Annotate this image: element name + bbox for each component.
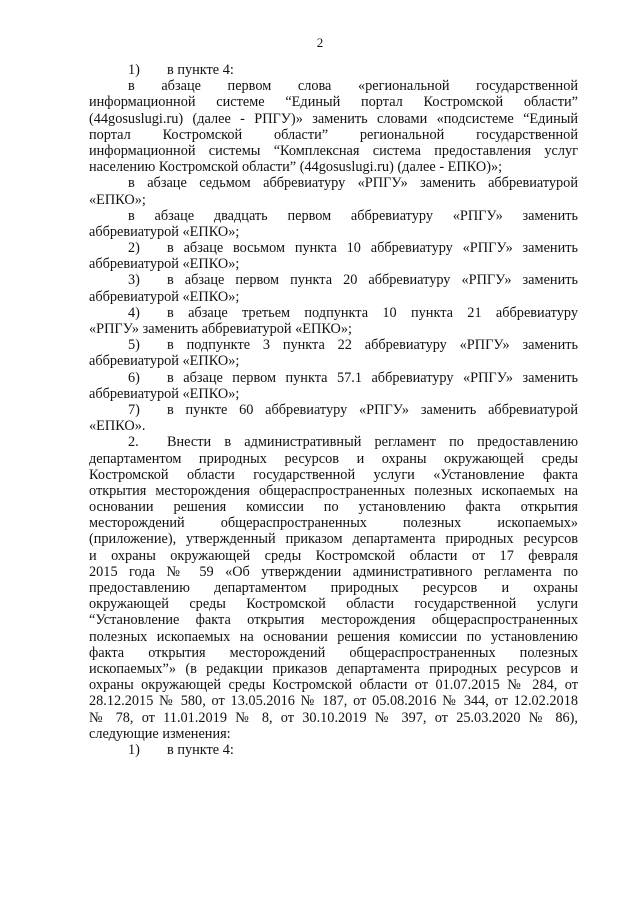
list-number: 4): [128, 304, 140, 321]
text-line: [89, 353, 578, 369]
text-line: [89, 402, 578, 418]
line-text: в абзаце седьмом аббревиатуру «РПГУ» заменить аббревиатурой: [128, 175, 578, 192]
text-line: [89, 564, 578, 580]
line-text: 28.12.2015 № 580, от 13.05.2016 № 187, от 05.08.2016 № 344, от 12.02.2018: [89, 693, 578, 710]
text-line: [89, 596, 578, 612]
text-line: [89, 386, 578, 402]
text-line: [89, 467, 578, 483]
text-line: [89, 742, 578, 758]
line-text: в абзаце первом пункта 57.1 аббревиатуру «РПГУ» заменить: [167, 369, 578, 386]
line-text: портал Костромской области” региональной государственной: [89, 126, 578, 143]
text-line: [89, 612, 578, 628]
line-text: в абзаце третьем подпункта 10 пункта 21 аббревиатуру: [167, 304, 578, 321]
line-text: аббревиатурой «ЕПКО»;: [89, 353, 240, 370]
line-text: в пункте 4:: [167, 741, 234, 758]
text-line: [89, 94, 578, 110]
text-line: [89, 321, 578, 337]
line-text: «ЕПКО».: [89, 418, 146, 435]
line-text: в абзаце восьмом пункта 10 аббревиатуру «РПГУ» заменить: [167, 240, 578, 257]
line-text: 2015 года № 59 «Об утверждении административного регламента по: [89, 563, 578, 580]
line-text: аббревиатурой «ЕПКО»;: [89, 223, 240, 240]
list-number: 2.: [128, 434, 139, 451]
text-line: [89, 515, 578, 531]
text-line: [89, 111, 578, 127]
list-number: 7): [128, 401, 140, 418]
page-number: 2: [316, 35, 324, 50]
list-number: 1): [128, 741, 140, 758]
text-line: [89, 418, 578, 434]
text-line: [89, 175, 578, 191]
line-text: в пункте 4:: [167, 62, 234, 78]
text-line: [89, 531, 578, 547]
text-line: [89, 305, 578, 321]
text-line: [89, 434, 578, 450]
list-number: 6): [128, 369, 140, 386]
line-text: «РПГУ» заменить аббревиатурой «ЕПКО»;: [89, 321, 352, 337]
line-text: ископаемых”» (в редакции приказов департамента природных ресурсов и: [89, 660, 578, 677]
text-line: [89, 256, 578, 272]
list-number: 1): [128, 62, 140, 78]
line-text: аббревиатурой «ЕПКО»;: [89, 385, 240, 402]
text-line: [89, 143, 578, 159]
line-text: месторождений общераспространенных полезных ископаемых»: [89, 515, 578, 532]
text-line: [89, 710, 578, 726]
text-line: [89, 548, 578, 564]
text-line: [89, 483, 578, 499]
line-text: № 78, от 11.01.2019 № 8, от 30.10.2019 № 397, от 25.03.2020 № 86),: [89, 709, 578, 726]
document-body: [89, 62, 578, 758]
line-text: и охраны окружающей среды Костромской области от 17 февраля: [89, 547, 578, 564]
line-text: следующие изменения:: [89, 725, 231, 742]
text-line: [89, 62, 578, 78]
line-text: в абзаце двадцать первом аббревиатуру «РПГУ» заменить: [128, 207, 578, 224]
line-text: в пункте 60 аббревиатуру «РПГУ» заменить аббревиатурой: [167, 401, 578, 418]
line-text: информационной системы “Комплексная система предоставления услуг: [89, 142, 578, 159]
text-line: [89, 337, 578, 353]
line-text: Внести в административный регламент по предоставлению: [167, 434, 578, 451]
text-line: [89, 240, 578, 256]
line-text: Костромской области государственной услуги «Установление факта: [89, 466, 578, 483]
text-line: [89, 159, 578, 175]
line-text: основании решения комиссии по установлению факта открытия: [89, 499, 578, 516]
list-number: 3): [128, 272, 140, 289]
line-text: “Установление факта открытия месторождения общераспространенных: [89, 612, 578, 629]
text-line: [89, 272, 578, 288]
text-line: [89, 580, 578, 596]
line-text: полезных ископаемых на основании решения комиссии по установлению: [89, 628, 578, 645]
text-line: [89, 677, 578, 693]
line-text: факта открытия месторождений общераспространенных полезных: [89, 644, 578, 661]
text-line: [89, 693, 578, 709]
text-line: [89, 726, 578, 742]
line-text: департаментом природных ресурсов и охраны окружающей среды: [89, 450, 578, 467]
text-line: [89, 645, 578, 661]
text-line: [89, 629, 578, 645]
line-text: (приложение), утвержденный приказом департамента природных ресурсов: [89, 531, 578, 548]
line-text: аббревиатурой «ЕПКО»;: [89, 256, 240, 273]
line-text: в подпункте 3 пункта 22 аббревиатуру «РПГУ» заменить: [167, 337, 578, 354]
text-line: [89, 127, 578, 143]
line-text: в абзаце первом слова «региональной государственной: [128, 78, 578, 95]
text-line: [89, 451, 578, 467]
text-line: [89, 78, 578, 94]
line-text: открытия месторождения общераспространенных полезных ископаемых на: [89, 482, 578, 499]
text-line: [89, 661, 578, 677]
text-line: [89, 208, 578, 224]
list-number: 2): [128, 240, 140, 257]
line-text: предоставлению департаментом природных ресурсов и охраны: [89, 580, 578, 596]
text-line: [89, 224, 578, 240]
line-text: информационной системе “Единый портал Костромской области”: [89, 94, 578, 111]
text-line: [89, 499, 578, 515]
line-text: населению Костромской области” (44gosuslugi.ru) (далее - ЕПКО)»;: [89, 159, 503, 176]
line-text: «ЕПКО»;: [89, 191, 146, 208]
line-text: (44gosuslugi.ru) (далее - РПГУ)» заменить словами «подсистеме “Единый: [89, 110, 578, 127]
line-text: охраны окружающей среды Костромской области от 01.07.2015 № 284, от: [89, 677, 578, 694]
text-line: [89, 370, 578, 386]
line-text: в абзаце первом пункта 20 аббревиатуру «РПГУ» заменить: [167, 272, 578, 289]
line-text: окружающей среды Костромской области государственной услуги: [89, 596, 578, 613]
text-line: [89, 289, 578, 305]
line-text: аббревиатурой «ЕПКО»;: [89, 288, 240, 305]
list-number: 5): [128, 337, 140, 354]
text-line: [89, 192, 578, 208]
